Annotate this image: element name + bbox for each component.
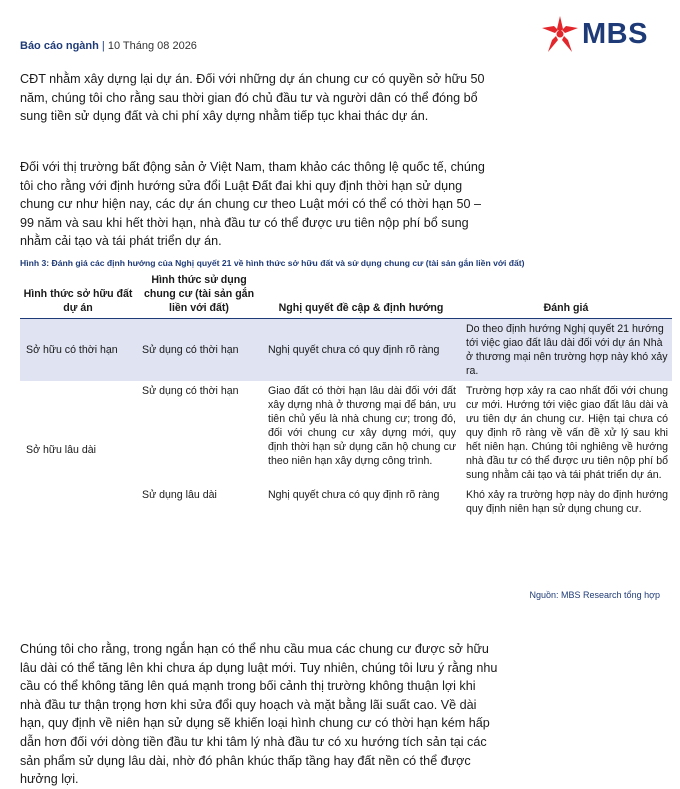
cell-ownership: Sở hữu có thời hạn bbox=[20, 319, 136, 382]
column-header-resolution: Nghị quyết đề cập & định hướng bbox=[262, 273, 460, 319]
column-header-usage: Hình thức sử dụng chung cư (tài sản gắn liền với đất) bbox=[136, 273, 262, 319]
paragraph-1: CĐT nhằm xây dựng lại dự án. Đối với những dự án chung cư có quyền sở hữu 50 năm, chúng tôi cho rằng sau thời gian đó chủ đầu tư và người dân có thể đóng bổ sung tiền sử dụng đất và chi phí xây dựng nhằm tiếp tục khai thác dự án. bbox=[20, 72, 485, 124]
figure-title: Hình 3: Đánh giá các định hướng của Nghị quyết 21 về hình thức sở hữu đất và sử dụng chung cư (tài sản gắn liền với đất) bbox=[20, 258, 525, 268]
figure-source: Nguồn: MBS Research tổng hợp bbox=[529, 590, 660, 600]
mbs-logo-text: MBS bbox=[582, 18, 648, 50]
paragraph-3: Chúng tôi cho rằng, trong ngắn hạn có thể nhu cầu mua các chung cư được sở hữu lâu dài có thể tăng lên khi chưa áp dụng luật mới. Tuy nhiên, chúng tôi lưu ý rằng nhu cầu có thể không tăng lên quá mạnh trong bối cảnh thị trường không thuận lợi khi nhà đầu tư thận trọng hơn khi sửa đổi quy hoạch và mặt bằng lãi suất cao. Về dài hạn, quy định về niên hạn sử dụng sẽ khiến loại hình chung cư có thời hạn kém hấp dẫn hơn đối với dòng tiền đầu tư khi tâm lý nhà đầu tư có xu hướng tích sản tại các sản phẩm sử dụng lâu dài, nhờ đó phân khúc thấp tầng hay đất nền có thể được hưởng lợi. bbox=[20, 642, 498, 787]
cell-assessment: Trường hợp xảy ra cao nhất đối với chung cư mới. Hướng tới việc giao đất lâu dài và ưu tiên dự án chung cư. Hiện tại chưa có quy định rõ ràng về vấn đề xử lý sau khi hết niên hạn. Chúng tôi nghiêng về hướng nhà đầu tư có thể được ưu tiên nộp phí bổ sung nhằm cải tạo và tái phát triển dự án. bbox=[466, 385, 668, 481]
cell-usage: Sử dụng có thời hạn bbox=[142, 385, 239, 397]
cell-resolution: Nghị quyết chưa có quy định rõ ràng bbox=[268, 489, 440, 501]
cell-ownership: Sở hữu lâu dài bbox=[26, 444, 96, 456]
mbs-star-icon bbox=[540, 14, 580, 56]
paragraph-2: Đối với thị trường bất động sản ở Việt Nam, tham khảo các thông lệ quốc tế, chúng tôi cho rằng với định hướng sửa đổi Luật Đất đai khi quy định thời hạn sử dụng chung cư như hiện nay, các dự án chung cư theo Luật mới có thể có thời hạn 50 – 99 năm và sau khi hết thời hạn, nhà đầu tư có thể được ưu tiên nộp phí bổ sung nhằm cải tạo và tái phát triển dự án. bbox=[20, 160, 485, 249]
mbs-logo bbox=[540, 14, 665, 58]
cell-usage: Sử dụng lâu dài bbox=[142, 489, 217, 501]
cell-usage: Sử dụng có thời hạn bbox=[136, 319, 262, 382]
report-header bbox=[20, 40, 197, 52]
report-section: Báo cáo ngành bbox=[20, 40, 99, 52]
header-separator: | bbox=[98, 40, 108, 52]
assessment-table bbox=[20, 273, 672, 519]
table-row bbox=[20, 319, 672, 382]
table-header-row bbox=[20, 273, 672, 319]
column-header-assessment: Đánh giá bbox=[460, 273, 672, 319]
column-header-ownership: Hình thức sở hữu đất dự án bbox=[20, 273, 136, 319]
table-row bbox=[20, 381, 672, 485]
cell-assessment: Khó xảy ra trường hợp này do định hướng quy định niên hạn sử dụng chung cư. bbox=[466, 489, 668, 515]
cell-resolution: Nghị quyết chưa có quy định rõ ràng bbox=[262, 319, 460, 382]
cell-assessment: Do theo định hướng Nghị quyết 21 hướng tới việc giao đất lâu dài đối với dự án Nhà ở thương mại nên trường hợp này khó xảy ra. bbox=[460, 319, 672, 382]
cell-resolution: Giao đất có thời hạn lâu dài đối với đất xây dựng nhà ở thương mại để bán, ưu tiên chủ yếu là nhà chung cư; trong đó, đối với chung cư xây dựng mới, quy định thời hạn sử dụng căn hộ chung cư theo niên hạn xây dựng công trình. bbox=[268, 385, 456, 467]
report-date: 10 Tháng 08 2026 bbox=[107, 40, 197, 52]
